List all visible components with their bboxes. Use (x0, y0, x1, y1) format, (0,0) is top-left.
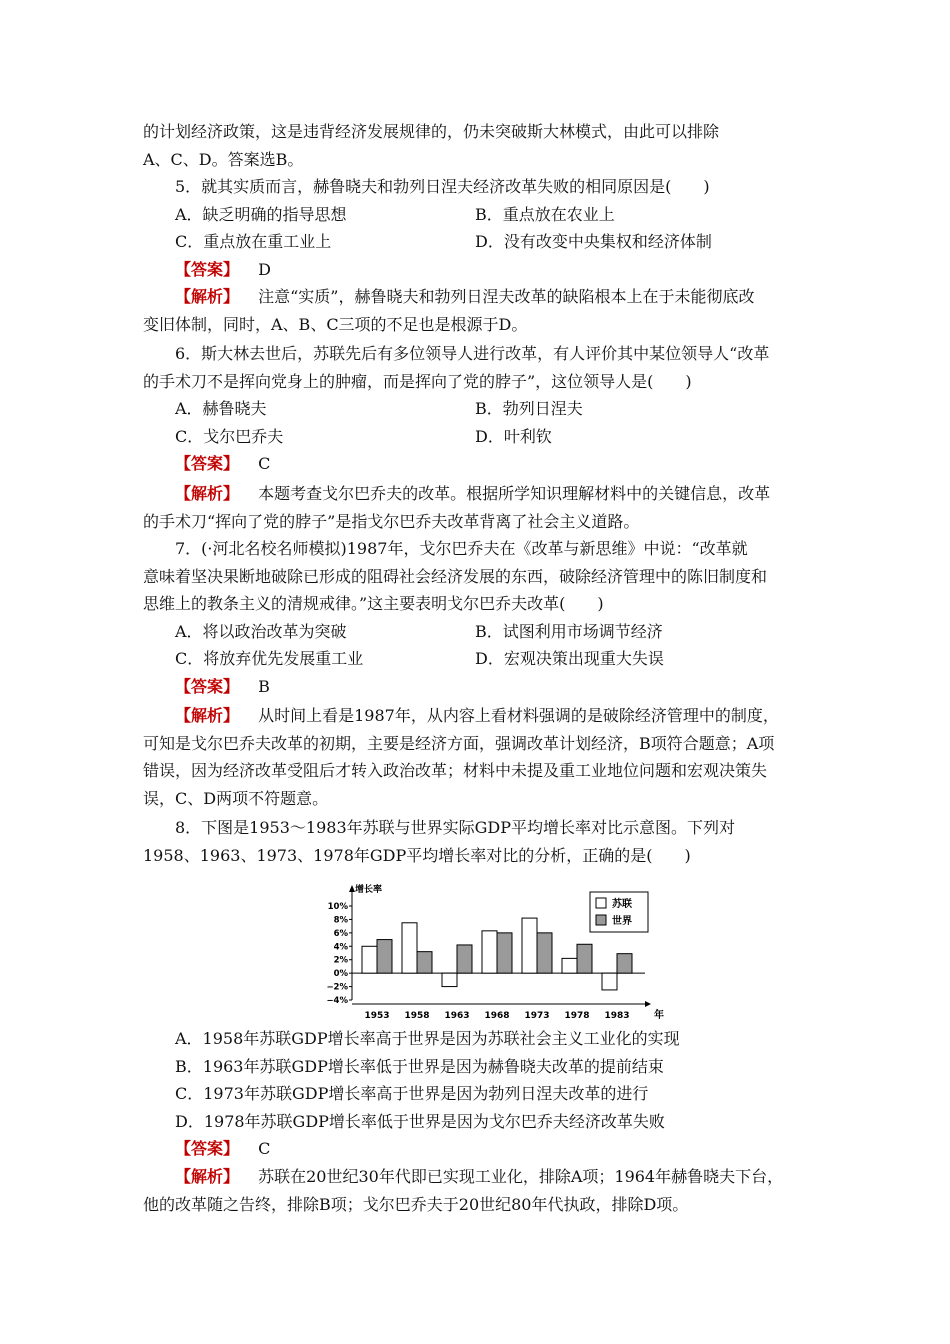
analysis-tag: 【解析】 (175, 706, 240, 725)
intro-line-1: 的计划经济政策，这是违背经济发展规律的，仍未突破斯大林模式，由此可以排除 (143, 122, 720, 141)
q7-analysis-line-1 (175, 702, 779, 730)
q5-analysis-text-1: 注意“实质”，赫鲁晓夫和勃列日涅夫改革的缺陷根本上在于未能彻底改 (258, 287, 755, 306)
q6-option-d: D．叶利钦 (475, 426, 552, 446)
legend-label: 苏联 (612, 899, 632, 910)
answer-tag: 【答案】 (175, 676, 240, 696)
bar-ussr-1968 (482, 931, 497, 973)
q7-analysis-line-2: 可知是戈尔巴乔夫改革的初期，主要是经济方面，强调改革计划经济，B项符合题意；A项 (143, 733, 775, 753)
bar-ussr-1958 (402, 923, 417, 973)
q7-option-d: D．宏观决策出现重大失误 (475, 649, 664, 668)
q7-option-c: C．将放弃优先发展重工业 (175, 649, 364, 668)
q8-stem-line-1: 8．下图是1953～1983年苏联与世界实际GDP平均增长率对比示意图。下列对 (175, 818, 735, 837)
y-tick-label: 4% (333, 942, 348, 953)
gdp-growth-chart (320, 880, 664, 1030)
q7-stem-line-3: 思维上的教条主义的清规戒律。”这主要表明戈尔巴乔夫改革( ) (143, 594, 604, 613)
x-axis-arrow (645, 1001, 651, 1007)
q5-stem: 5．就其实质而言，赫鲁晓夫和勃列日涅夫经济改革失败的相同原因是( ) (175, 177, 710, 196)
x-tick-label: 1983 (604, 1011, 630, 1021)
q6-answer-value: C (258, 454, 271, 473)
intro-line-2: A、C、D。答案选B。 (143, 149, 304, 169)
q8-stem-line-2: 1958、1963、1973、1978年GDP平均增长率对比的分析，正确的是( ) (143, 845, 691, 865)
legend-label: 世界 (612, 916, 632, 927)
bar-world-1983 (617, 954, 632, 973)
q8-option-c: C．1973年苏联GDP增长率高于世界是因为勃列日涅夫改革的进行 (175, 1084, 649, 1103)
q8-analysis-line-1 (175, 1163, 783, 1191)
q6-option-a: A．赫鲁晓夫 (175, 399, 267, 418)
q7-option-b: B．试图利用市场调节经济 (475, 621, 663, 641)
x-axis-label: 年 (654, 1010, 664, 1021)
q6-stem-line-2: 的手术刀不是挥向党身上的肿瘤，而是挥向了党的脖子”，这位领导人是( ) (143, 371, 692, 391)
x-tick-label: 1963 (444, 1011, 470, 1021)
bar-world-1958 (417, 952, 432, 973)
q5-option-c: C．重点放在重工业上 (175, 232, 332, 251)
x-tick-label: 1973 (524, 1011, 550, 1021)
answer-tag: 【答案】 (175, 1139, 240, 1158)
legend-swatch (596, 915, 606, 925)
q7-stem-line-1: 7．(·河北名校名师模拟)1987年，戈尔巴乔夫在《改革与新思维》中说：“改革就 (175, 539, 748, 558)
q6-analysis-text-1: 本题考查戈尔巴乔夫的改革。根据所学知识理解材料中的关键信息，改革 (258, 484, 771, 503)
bar-ussr-1963 (442, 973, 457, 986)
q6-option-c: C．戈尔巴乔夫 (175, 426, 284, 446)
y-axis-label: 增长率 (355, 885, 383, 895)
bar-ussr-1953 (362, 946, 377, 973)
q7-stem-line-2: 意味着坚决果断地破除已形成的阻碍社会经济发展的东西，破除经济管理中的陈旧制度和 (143, 566, 768, 586)
q6-option-b: B．勃列日涅夫 (475, 399, 583, 418)
bar-world-1953 (377, 940, 392, 974)
q7-analysis-line-4: 误，C、D两项不符题意。 (143, 788, 329, 808)
q8-option-a: A．1958年苏联GDP增长率高于世界是因为苏联社会主义工业化的实现 (175, 1029, 680, 1048)
q6-answer (175, 450, 270, 478)
answer-tag: 【答案】 (175, 454, 240, 473)
bar-world-1978 (577, 944, 592, 973)
bar-world-1963 (457, 945, 472, 973)
bar-ussr-1973 (522, 918, 537, 973)
x-tick-label: 1978 (564, 1011, 590, 1021)
x-tick-label: 1958 (404, 1011, 430, 1021)
y-tick-label: 2% (333, 955, 348, 966)
q5-analysis-line-1 (175, 283, 754, 311)
analysis-tag: 【解析】 (175, 484, 240, 503)
q8-answer (175, 1135, 270, 1163)
q5-answer (175, 256, 271, 284)
q7-answer-value: B (258, 676, 270, 696)
q7-answer (175, 673, 270, 701)
y-tick-label: 6% (333, 928, 348, 939)
q8-option-d: D．1978年苏联GDP增长率低于世界是因为戈尔巴乔夫经济改革失败 (175, 1111, 665, 1131)
bar-world-1968 (497, 933, 512, 973)
q5-option-d: D．没有改变中央集权和经济体制 (475, 232, 712, 251)
q7-option-a: A．将以政治改革为突破 (175, 621, 347, 641)
q8-answer-value: C (258, 1139, 271, 1158)
answer-tag: 【答案】 (175, 259, 240, 279)
chart-legend (590, 892, 648, 932)
q5-analysis-line-2: 变旧体制，同时，A、B、C三项的不足也是根源于D。 (143, 314, 528, 334)
q6-stem-line-1: 6．斯大林去世后，苏联先后有多位领导人进行改革，有人评价其中某位领导人“改革 (175, 344, 770, 363)
q5-answer-value: D (258, 259, 271, 279)
q6-analysis-line-2: 的手术刀“挥向了党的脖子”是指戈尔巴乔夫改革背离了社会主义道路。 (143, 511, 640, 531)
q8-option-b: B．1963年苏联GDP增长率低于世界是因为赫鲁晓夫改革的提前结束 (175, 1056, 664, 1076)
legend-swatch (596, 898, 606, 908)
bar-ussr-1983 (602, 973, 617, 990)
analysis-tag: 【解析】 (175, 287, 240, 306)
q8-analysis-text-1: 苏联在20世纪30年代即已实现工业化，排除A项；1964年赫鲁晓夫下台， (258, 1167, 784, 1186)
q7-analysis-text-1: 从时间上看是1987年，从内容上看材料强调的是破除经济管理中的制度， (258, 706, 779, 725)
q5-option-b: B．重点放在农业上 (475, 204, 615, 224)
y-tick-label: −4% (326, 996, 348, 1006)
q6-analysis-line-1 (175, 480, 770, 508)
x-tick-label: 1953 (364, 1011, 390, 1021)
bar-world-1973 (537, 933, 552, 973)
bar-ussr-1978 (562, 958, 577, 973)
q8-analysis-line-2: 他的改革随之告终，排除B项；戈尔巴乔夫于20世纪80年代执政，排除D项。 (143, 1194, 689, 1214)
analysis-tag: 【解析】 (175, 1167, 240, 1186)
q7-analysis-line-3: 错误，因为经济改革受阻后才转入政治改革；材料中未提及重工业地位问题和宏观决策失 (143, 761, 768, 780)
q5-option-a: A．缺乏明确的指导思想 (175, 204, 347, 224)
y-tick-label: 0% (333, 969, 348, 980)
y-tick-label: 8% (333, 915, 348, 926)
x-tick-label: 1968 (484, 1011, 510, 1021)
y-tick-label: 10% (327, 902, 348, 912)
y-tick-label: −2% (326, 982, 348, 993)
